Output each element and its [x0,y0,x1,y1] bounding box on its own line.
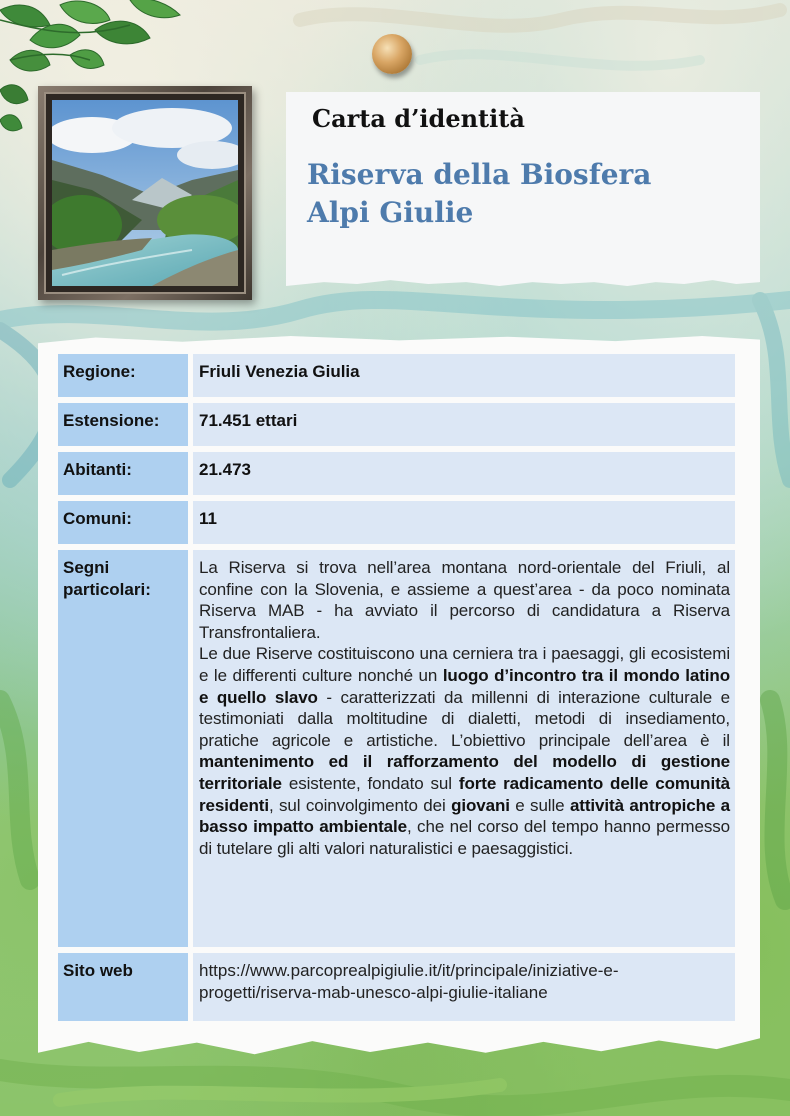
picture-frame [38,86,252,300]
title-line-2: Alpi Giulie [307,196,474,229]
region-label: Regione: [58,354,188,397]
highlight-activities: attività antropiche a basso impatto ambientale [199,795,731,837]
municipalities-value: 11 [193,501,735,544]
title-line-1: Riserva della Biosfera [307,158,652,191]
highlight-meeting-place: luogo d’incontro tra il mondo latino e quello slavo [199,665,730,707]
row-region [58,354,735,397]
info-table [58,348,735,1027]
landscape-photo [52,100,238,286]
page-title [307,156,727,232]
website-value [193,953,735,1021]
row-website [58,953,735,1021]
municipalities-label: Comuni: [58,501,188,544]
region-value: Friuli Venezia Giulia [193,354,735,397]
extension-label: Estensione: [58,403,188,446]
highlight-communities: forte radicamento delle comunità residenti [199,773,730,815]
features-paragraph-1: La Riserva si trova nell’area montana nord-orientale del Friuli, al confine con la Slovenia, e assieme a quest’area - da poco nominata Riserva MAB - ha avviato il percorso di candidatura a Riserva Transfrontaliera. [199,558,730,642]
features-value [193,550,735,947]
inhabitants-value: 21.473 [193,452,735,495]
row-municipalities [58,501,735,544]
features-label: Segni particolari: [58,550,188,947]
row-extension [58,403,735,446]
extension-value: 71.451 ettari [193,403,735,446]
inhabitants-label: Abitanti: [58,452,188,495]
website-link[interactable]: https://www.parcoprealpigiulie.it/it/principale/iniziative-e-progetti/riserva-mab-unesco-alpi-giulie-italiane [199,961,619,1002]
highlight-maintenance: mantenimento ed il rafforzamento del modello di gestione territoriale [199,752,730,793]
features-paragraph-2: Le due Riserve costituiscono una cerniera tra i paesaggi, gli ecosistemi e le differenti culture nonché un luogo d’incontro tra il mondo latino e quello slavo - caratterizzati da millenni di interazione culturale e testimoniati dalla moltitudine di dialetti, metodi di insediamento, pratiche agricole e artistiche. L’obiettivo principale dell’area è il mantenimento ed il rafforzamento del modello di gestione territoriale esistente, fondato sul forte radicamento delle comunità residenti, sul coinvolgimento dei giovani e sulle attività antropiche a basso impatto ambientale, che nel corso del tempo hanno permesso di tutelare gli alti valori naturalistici e paesaggistici. [199,644,731,858]
pushpin-icon [372,34,412,74]
page-subtitle: Carta d’identità [312,104,525,133]
highlight-youth: giovani [451,795,510,815]
website-label: Sito web [58,953,188,1021]
row-inhabitants [58,452,735,495]
row-features [58,550,735,947]
